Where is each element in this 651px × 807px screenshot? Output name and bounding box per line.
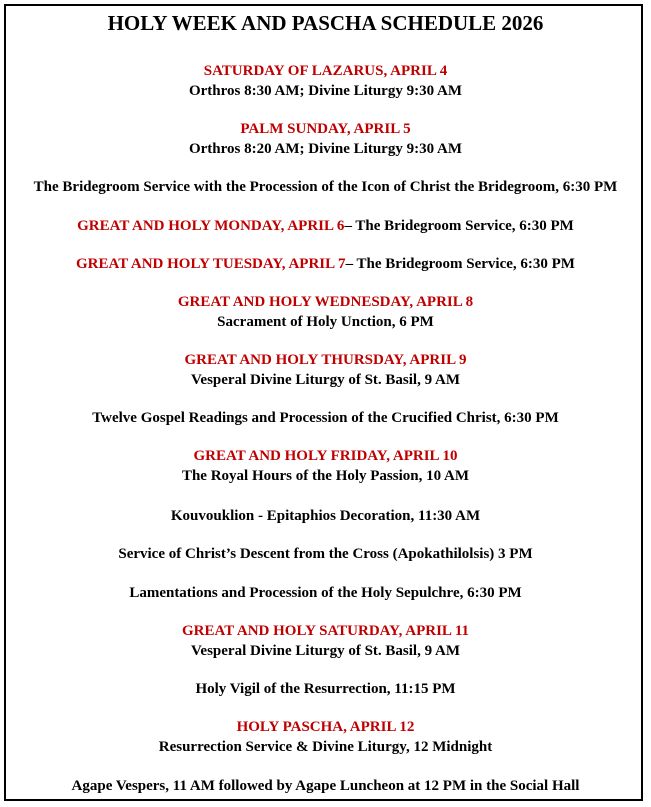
friday-decoration: Kouvouklion - Epitaphios Decoration, 11:30 AM: [170, 508, 481, 524]
tuesday-detail: – The Bridegroom Service, 6:30 PM: [345, 256, 575, 272]
thursday-evening: Twelve Gospel Readings and Procession of the Crucified Christ, 6:30 PM: [92, 410, 559, 426]
page-title: HOLY WEEK AND PASCHA SCHEDULE 2026: [107, 11, 544, 35]
lazarus-detail: Orthros 8:30 AM; Divine Liturgy 9:30 AM: [188, 83, 463, 99]
saturday-vigil: Holy Vigil of the Resurrection, 11:15 PM: [195, 681, 456, 697]
thursday-heading: GREAT AND HOLY THURSDAY, APRIL 9: [184, 352, 467, 368]
palm-sunday-detail: Orthros 8:20 AM; Divine Liturgy 9:30 AM: [188, 141, 463, 157]
thursday-detail: Vesperal Divine Liturgy of St. Basil, 9 AM: [190, 372, 461, 388]
monday-detail: – The Bridegroom Service, 6:30 PM: [344, 218, 574, 234]
palm-sunday-evening: The Bridegroom Service with the Procession of the Icon of Christ the Bridegroom, 6:30 PM: [33, 179, 618, 195]
monday-heading: GREAT AND HOLY MONDAY, APRIL 6: [77, 218, 345, 234]
pascha-detail: Resurrection Service & Divine Liturgy, 12 Midnight: [158, 739, 493, 755]
wednesday-detail: Sacrament of Holy Unction, 6 PM: [217, 314, 434, 330]
palm-sunday-heading: PALM SUNDAY, APRIL 5: [240, 121, 411, 137]
wednesday-heading: GREAT AND HOLY WEDNESDAY, APRIL 8: [177, 294, 474, 310]
saturday-detail: Vesperal Divine Liturgy of St. Basil, 9 AM: [190, 643, 461, 659]
friday-heading: GREAT AND HOLY FRIDAY, APRIL 10: [193, 448, 458, 464]
friday-evening: Lamentations and Procession of the Holy Sepulchre, 6:30 PM: [129, 585, 522, 601]
tuesday-heading: GREAT AND HOLY TUESDAY, APRIL 7: [76, 256, 346, 272]
saturday-heading: GREAT AND HOLY SATURDAY, APRIL 11: [181, 623, 470, 639]
lazarus-heading: SATURDAY OF LAZARUS, APRIL 4: [203, 63, 448, 79]
friday-descent: Service of Christ’s Descent from the Cross (Apokathilolsis) 3 PM: [118, 546, 533, 562]
agape-entry: Agape Vespers, 11 AM followed by Agape Luncheon at 12 PM in the Social Hall: [71, 778, 580, 794]
friday-detail: The Royal Hours of the Holy Passion, 10 AM: [181, 468, 470, 484]
monday-entry: [0, 216, 651, 236]
tuesday-entry: [0, 254, 651, 274]
pascha-heading: HOLY PASCHA, APRIL 12: [236, 719, 415, 735]
